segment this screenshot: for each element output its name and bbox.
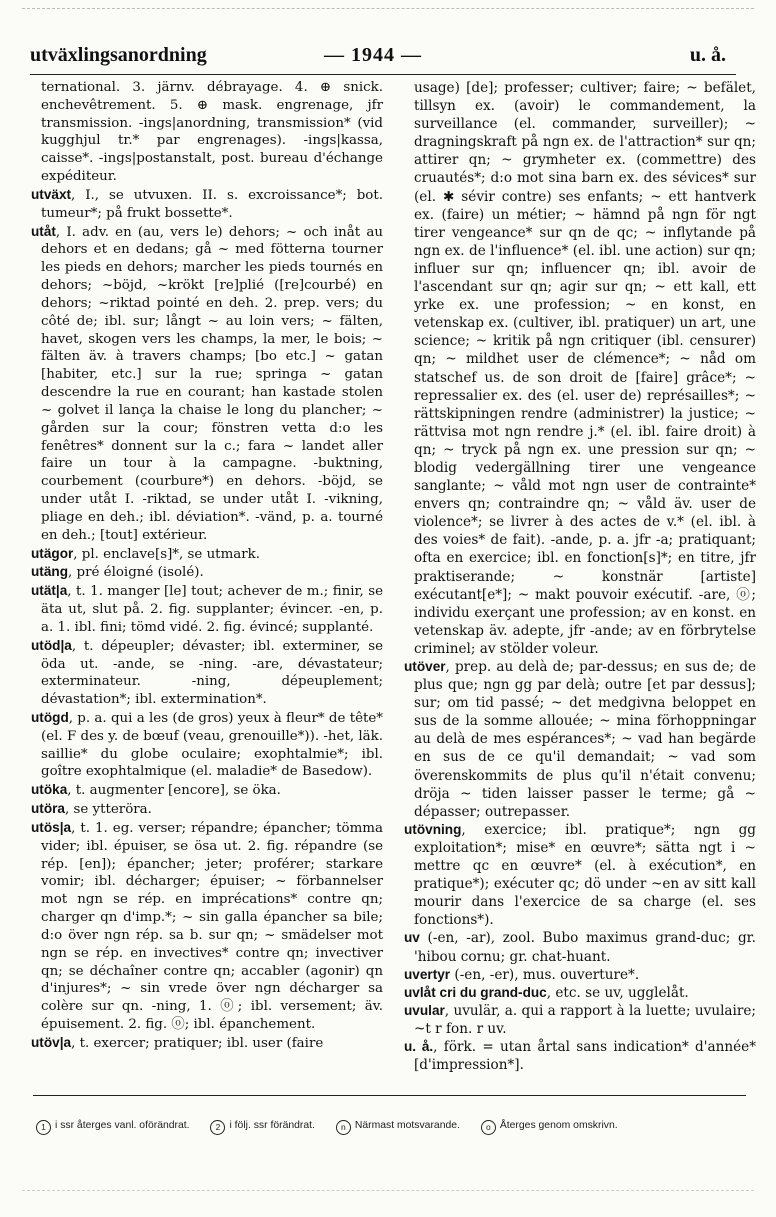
headword: uvertyr bbox=[404, 966, 451, 982]
footnote bbox=[336, 1120, 460, 1131]
page-number: — 1944 — bbox=[324, 44, 422, 66]
headword: utägor bbox=[31, 545, 74, 561]
footnote-text: Närmast motsvarande. bbox=[354, 1120, 460, 1131]
headword: utöver bbox=[404, 659, 446, 674]
dictionary-entry: utåt, I. adv. en (au, vers le) dehors; ~ och inåt au dehors et en dedans; gå ~ med fötterna tourner les pieds en dehors; marcher les pieds tournés en dehors; ~böjd, ~krökt [re]plié ([re]courbé) en dehors; ~riktad pointé en deh. 2. prep. vers; du côté de; ibl. sur; långt ~ au loin vers; ~ fälten, havet, skogen vers les champs, la mer, le bois; ~ fälten äv. à travers champs; [bo etc.] ~ gatan [habiter, etc.] sur la rue; springa ~ gatan descendre la rue en courant; han kastade stolen ~ golvet il lança la chaise le long du plancher; ~ gården sur la cour; fönstren vetta d:o les fenêtres* donnent sur la c.; fara ~ landet aller faire un tour à la campagne. -buktning, courbement (courbure*) en dehors. -böjd, se under utåt I. -riktad, se under utåt I. -vikning, pliage en deh.; ibl. déviation*. -vänd, p. a. tourné en deh.; [tout] extérieur. bbox=[31, 223, 383, 543]
dictionary-entry: uvertyr (-en, -er), mus. ouverture*. bbox=[404, 966, 640, 983]
dictionary-entry: utöver, prep. au delà de; par-dessus; en sus de; de plus que; ngn gg par delà; outre [et par dessus]; sur; om tid passé; ~ det medgivna beloppet en sus de la somme allouée; ~ mina förhoppningar au delà de mes espérances*; ~ vad han begärde en sus de ce qu'il demandait; ~ vad som överenskommits de plus qu'il n'était convenu; dröja ~ tiden laisser passer le terme; gå ~ dépasser; outrepasser. bbox=[404, 659, 756, 820]
headword: utöka bbox=[31, 782, 68, 798]
dictionary-entry: utöra, se ytteröra. bbox=[31, 801, 152, 818]
headword: utåt bbox=[31, 223, 56, 239]
right-column bbox=[404, 79, 756, 1074]
footnote-symbol: o bbox=[481, 1120, 496, 1135]
dictionary-entry: ternational. 3. järnv. débrayage. 4. ⊕ snick. enchevêtrement. 5. ⊕ mask. engrenage, jfr transmission. -ings|anordning, transmission* (vid kugghjul tr.* par engrenages). -ings|kassa, caisse*. -ings|postanstalt, post. bureau d'échange expéditeur. bbox=[41, 80, 383, 185]
dictionary-entry: usage) [de]; professer; cultiver; faire; ~ befälet, tillsyn ex. (avoir) le commandement, la surveillance (el. commander, surveiller); ~ dragningskraft på ngn ex. de l'attraction* sur qn; attirer qn; ~ grymheter ex. (commettre) des cruautés*; d:o mot sina barn ex. des sévices* sur (el. ✱ sévir contre) ses enfants; ~ ett hantverk ex. (faire) un métier; ~ hämnd på ngn för ngt tirer vengeance* sur qn de qc; ~ inflytande på ngn ex. de l'influence* (el. ibl. une action) sur qn; influer sur qn; influencer qn; ibl. avoir de l'ascendant sur qn; agir sur qn; ~ ett kall, ett yrke ex. une profession; ~ en konst, en vetenskap ex. (cultiver, ibl. pratiquer) un art, une science; ~ kritik på ngn critiquer (ibl. censurer) qn; ~ mildhet user de clémence*; ~ nåd om statschef us. de son droit de [faire] grâce*; ~ repressalier ex. des (el. user de) représailles*; ~ rättskipningen rendre (administrer) la justice; ~ rättvisa mot ngn rendre j.* (el. ibl. faire droit) à qn; ~ tryck på ngn ex. une pression sur qn; ~ blodig vedergällning tirer une vengeance sanglante; ~ våld mot ngn user de contrainte* envers qn; contraindre qn; ~ våld äv. user de violence*; se livrer à des actes de v.* (el. ibl. à des voies* de fait). -ande, p. a. jfr -a; pratiquant; ofta en exercice; ibl. en fonction[s]*; en titre, jfr praktiserande; ~ konstnär [artiste] exécutant[e*]; ~ makt pouvoir exécutif. -are, ⓞ; individu exerçant une profession; av en konst. en vetenskap äv. adepte, jfr -ande; av en förbrytelse criminel; av stölder voleur. bbox=[414, 80, 756, 657]
dictionary-entry: utäng, pré éloigné (isolé). bbox=[31, 564, 204, 581]
footnote-text: Återges genom omskrivn. bbox=[499, 1120, 618, 1131]
headword: utät|a bbox=[31, 583, 68, 599]
footnote bbox=[210, 1120, 314, 1131]
dictionary-entry: utägor, pl. enclave[s]*, se utmark. bbox=[31, 545, 261, 562]
headword: utäng bbox=[31, 564, 68, 580]
guide-word-left: utväxlingsanordning bbox=[30, 44, 207, 66]
headword: utväxt bbox=[31, 186, 72, 202]
headword: uvlåt cri du grand-duc bbox=[404, 984, 547, 1000]
headword: utöd|a bbox=[31, 637, 72, 653]
footnote-symbol: 1 bbox=[36, 1120, 51, 1135]
dictionary-entry: utöd|a, t. dépeupler; dévaster; ibl. exterminer, se öda ut. -ande, se -ning. -are, dévastateur; exterminateur. -ning, dépeuplement; dévastation*; ibl. extermination*. bbox=[31, 637, 383, 708]
dictionary-entry: utväxt, I., se utvuxen. II. s. excroissance*; bot. tumeur*; på frukt bossette*. bbox=[31, 186, 383, 221]
footnote-rule bbox=[33, 1095, 746, 1096]
dictionary-entry: uv (-en, -ar), zool. Bubo maximus grand-duc; gr. 'hibou cornu; gr. chat-huant. bbox=[404, 930, 756, 965]
dictionary-entry: utöka, t. augmenter [encore], se öka. bbox=[31, 782, 281, 799]
headword: utövning bbox=[404, 821, 462, 837]
footnotes bbox=[36, 1120, 756, 1135]
headword: uvular bbox=[404, 1002, 445, 1018]
footnote bbox=[36, 1120, 190, 1131]
bottom-dashed-border bbox=[22, 1190, 754, 1191]
footnote-text: i följ. ssr förändrat. bbox=[229, 1120, 315, 1131]
dictionary-entry: utöv|a, t. exercer; pratiquer; ibl. user (faire bbox=[31, 1034, 324, 1051]
footnote-symbol: 2 bbox=[210, 1120, 225, 1135]
dictionary-entry: uvlåt cri du grand-duc, etc. se uv, ugglelåt. bbox=[404, 984, 689, 1001]
headword: uv bbox=[404, 930, 420, 946]
running-head bbox=[30, 44, 726, 70]
footnote bbox=[481, 1120, 618, 1131]
dictionary-entry: uvular, uvulär, a. qui a rapport à la luette; uvulaire; ~t r fon. r uv. bbox=[404, 1002, 756, 1037]
dictionary-entry: utövning, exercice; ibl. pratique*; ngn gg exploitation*; mise* en œuvre*; sätta ngt i ~ mettre qc en œuvre* (el. à exécution*, en pratique*); exécuter qc; dö under ~en av sitt kall mourir dans l'exercice de sa charge (el. ses fonctions*). bbox=[404, 821, 756, 929]
dictionary-entry: utös|a, t. 1. eg. verser; répandre; épancher; tömma vider; ibl. épuiser, se ösa ut. 2. fig. répandre (se rép. [en]); épancher; jeter; proférer; starkare vomir; ibl. décharger; épuiser; ~ förbannelser mot ngn se rép. en imprécations* contre qn; charger qn d'imp.*; ~ sin galla épancher sa bile; d:o över ngn rép. sa b. sur qn; ~ smädelser mot ngn se rép. en invectives* contre qn; invectiver qn; se déchaîner contre qn; accabler (agonir) qn d'injures*; ~ sin vrede över ngn décharger sa colère sur qn. -ning, 1. ⓞ; ibl. versement; äv. épuisement. 2. fig. ⓞ; ibl. épanchement. bbox=[31, 819, 383, 1033]
headword: utögd bbox=[31, 709, 69, 725]
dictionary-entry: utät|a, t. 1. manger [le] tout; achever de m.; finir, se äta ut, slut på. 2. fig. supplanter; évincer. -en, p. a. 1. ibl. fini; tömd vidé. 2. fig. évincé; supplanté. bbox=[31, 583, 383, 635]
footnote-symbol: n bbox=[336, 1120, 351, 1135]
header-rule bbox=[30, 74, 736, 75]
headword: utöra bbox=[31, 801, 65, 817]
left-column bbox=[31, 79, 383, 1053]
guide-word-right: u. å. bbox=[689, 44, 726, 66]
dictionary-entry: u. å., förk. = utan årtal sans indication* d'année* [d'impression*]. bbox=[404, 1038, 756, 1074]
headword: utöv|a bbox=[31, 1034, 72, 1050]
top-dashed-border bbox=[22, 8, 754, 9]
headword: utös|a bbox=[31, 819, 72, 835]
dictionary-entry: utögd, p. a. qui a les (de gros) yeux à fleur* de tête* (el. F des y. de bœuf (veau, grenouille*)). -het, läk. saillie* du globe oculaire; exophtalmie*; ibl. goître exophtalmique (el. maladie* de Basedow). bbox=[31, 709, 383, 780]
footnote-text: i ssr återges vanl. oförändrat. bbox=[55, 1120, 190, 1131]
headword: u. å. bbox=[404, 1038, 434, 1054]
